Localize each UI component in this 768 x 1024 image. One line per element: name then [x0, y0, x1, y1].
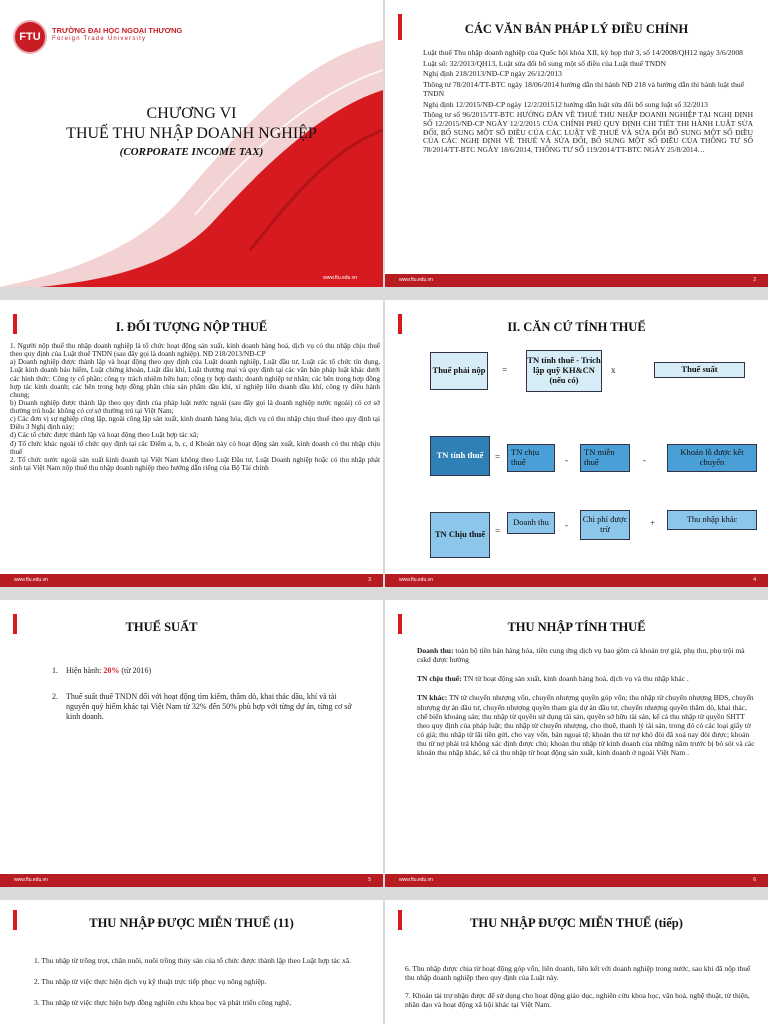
tax-rate-list: [52, 666, 362, 722]
slide-main-title: THUẾ THU NHẬP DOANH NGHIỆP: [66, 125, 317, 142]
operator: -: [565, 520, 568, 530]
slide-7[interactable]: [0, 900, 383, 1024]
slide-footer: [385, 574, 768, 587]
taxable-income-content: [417, 646, 757, 757]
formula-box: TN tính thuế - Trích lập quỹ KH&CN (nếu có): [526, 350, 602, 392]
paragraph: 2. Tổ chức nước ngoài sản xuất kinh doanh tại Việt Nam không theo Luật Đầu tư, Luật Doanh nghiệp hoặc có thu nhập phát sinh tại Việt Nam nộp thuế thu nhập doanh nghiệp theo hướng dẫn riêng của Bộ Tài chính: [10, 455, 380, 472]
slide-2[interactable]: [385, 0, 768, 287]
university-name-en: Foreign Trade University: [52, 36, 147, 42]
slide-1[interactable]: [0, 0, 383, 287]
footer-url: www.ftu.edu.vn: [323, 275, 357, 281]
list-item: 6. Thu nhập được chia từ hoạt động góp vốn, liên doanh, liên kết với doanh nghiệp trong nước, sau khi đã nộp thuế thu nhập doanh nghiệp theo quy định của Luật này.: [405, 964, 751, 982]
slide-footer: [0, 874, 383, 887]
red-wave-decoration: [0, 0, 383, 287]
formula-box: TN Chịu thuế: [430, 512, 490, 558]
paragraph: 1. Người nộp thuế thu nhập doanh nghiệp là tổ chức hoạt động sản xuất, kinh doanh hàng hoá, dịch vụ có thu nhập chịu thuế theo quy định của Luật thuế TNDN (sau đây gọi là doanh nghiệp). NĐ 218/2013/NĐ-CP: [10, 342, 380, 359]
formula-box: Thu nhập khác: [667, 510, 757, 530]
slide-title: THU NHẬP TÍNH THUẾ: [507, 620, 646, 634]
operator: -: [643, 455, 646, 465]
formula-box: Doanh thu: [507, 512, 555, 534]
paragraph: c) Các đơn vị sự nghiệp công lập, ngoài công lập sản xuất, kinh doanh hàng hóa, dịch vụ có thu nhập chịu thuế theo quy định tại Điều 3 Nghị định này;: [10, 415, 380, 432]
footer-url: www.ftu.edu.vn: [399, 277, 433, 283]
tax-rate-item: 1. Hiện hành: 20% (từ 2016): [52, 666, 152, 675]
slide-title: THU NHẬP ĐƯỢC MIỄN THUẾ (tiếp): [470, 916, 683, 930]
page-number: 4: [753, 577, 756, 583]
footer-url: www.ftu.edu.vn: [399, 877, 433, 883]
formula-box: Thuế suất: [654, 362, 745, 378]
term-label: TN khác:: [417, 693, 448, 703]
slide-title: CÁC VĂN BẢN PHÁP LÝ ĐIỀU CHỈNH: [464, 22, 689, 36]
footer-url: www.ftu.edu.vn: [14, 877, 48, 883]
legal-doc-item: Thông tư số 96/2015/TT-BTC HƯỚNG DẪN VỀ THUẾ THU NHẬP DOANH NGHIỆP TẠI NGHỊ ĐỊNH SỐ 12/2015/NĐ-CP NGÀY 12/2/2015 CỦA CHÍNH PHỦ QUY ĐỊNH CHI TIẾT THI HÀNH LUẬT SỬA ĐỔI, BỔ SUNG MỘT SỐ ĐIỀU CỦA CÁC LUẬT VỀ THUẾ VÀ SỬA ĐỔI BỔ SUNG MỘT SỐ ĐIỀU CỦA CÁC NGHỊ ĐỊNH VỀ THUẾ VÀ SỬA ĐỔI, BỔ SUNG MỘT SỐ ĐIỀU CỦA THÔNG TƯ SỐ 78/2014/TT-BTC NGÀY 18/6/2014, THÔNG TƯ SỐ 119/2014/TT-BTC NGÀY 25/8/2014…: [423, 110, 753, 154]
slide-5[interactable]: [0, 600, 383, 887]
operator: +: [650, 518, 656, 528]
tax-rate-item: 2. Thuế suất thuế TNDN đối với hoạt động tìm kiếm, thăm dò, khai thác dầu, khí và tài nguyên quý hiếm khác tại Việt Nam từ 32% đến 50% phù hợp với từng dự án, từng cơ sở kinh doanh.: [52, 692, 362, 722]
slide-footer: [0, 574, 383, 587]
slide-title: THUẾ SUẤT: [125, 620, 198, 634]
slide-title: THU NHẬP ĐƯỢC MIỄN THUẾ (11): [89, 916, 294, 930]
slide-footer: [385, 874, 768, 887]
slide-footer: [385, 274, 768, 287]
footer-url: www.ftu.edu.vn: [399, 577, 433, 583]
term-label: TN chịu thuế:: [417, 674, 462, 684]
university-name: TRƯỜNG ĐẠI HỌC NGOẠI THƯƠNG: [52, 26, 183, 35]
exempt-income-list: [34, 956, 364, 1007]
formula-box: TN tính thuế: [430, 436, 490, 476]
paragraph: d) Các tổ chức được thành lập và hoạt động theo Luật hợp tác xã;: [10, 431, 199, 440]
item-suffix: (từ 2016): [119, 666, 152, 675]
slide-4[interactable]: [385, 300, 768, 587]
current-rate: 20%: [103, 666, 120, 675]
paragraph: b) Doanh nghiệp được thành lập theo quy định của pháp luật nước ngoài (sau đây gọi là doanh nghiệp nước ngoài) có cơ sở thường trú hoặc không có cơ sở thường trú tại Việt Nam;: [10, 398, 380, 415]
page-number: 2: [753, 277, 756, 283]
legal-doc-item: Thông tư 78/2014/TT-BTC ngày 18/06/2014 hướng dẫn thi hành NĐ 218 và hướng dẫn thi hành luật thuế TNDN: [423, 80, 745, 98]
legal-doc-item: Nghị định 218/2013/NĐ-CP ngày 26/12/2013: [423, 69, 562, 79]
formula-box: TN chịu thuế: [507, 444, 555, 472]
operator: =: [502, 365, 508, 375]
slide-8[interactable]: [385, 900, 768, 1024]
page-number: 6: [753, 877, 756, 883]
formula-box: Khoản lỗ được kết chuyển: [667, 444, 757, 472]
slide-subtitle: (CORPORATE INCOME TAX): [119, 146, 264, 158]
paragraph: [417, 646, 757, 664]
page-number: 5: [368, 877, 371, 883]
slide-3[interactable]: [0, 300, 383, 587]
exempt-income-list: [405, 964, 755, 1009]
paragraph: a) Doanh nghiệp được thành lập và hoạt động theo quy định của Luật doanh nghiệp, Luật đầu tư, Luật các tổ chức tín dụng, Luật kinh doanh bảo hiểm, Luật chứng khoán, Luật dầu khí, Luật thương mại và quy định tại các văn bản pháp luật khác dưới các hình thức: Công ty cổ phần; công ty trách nhiệm hữu hạn; công ty hợp danh; doanh nghiệp tư nhân; các bên trong hợp đồng hợp tác kinh doanh; các bên trong hợp đồng phân chia sản phẩm dầu khí, xí nghiệp liên doanh dầu khí, công ty điều hành chung;: [10, 358, 380, 399]
paragraph: [417, 693, 757, 757]
term-text: toàn bộ tiền bán hàng hóa, tiền cung ứng dịch vụ bao gồm cả khoản trợ giá, phụ thu, phụ trội mà cskd được hưởng: [417, 646, 745, 665]
operator: =: [495, 526, 501, 536]
operator: x: [611, 365, 616, 375]
list-item: 7. Khoản tài trợ nhận được để sử dụng cho hoạt động giáo dục, nghiên cứu khoa học, văn hoá, nghệ thuật, từ thiện, nhân đạo và hoạt động xã hội khác tại Việt Nam.: [405, 991, 750, 1009]
page-number: 3: [368, 577, 371, 583]
term-text: TN từ chuyển nhượng vốn, chuyển nhượng quyền góp vốn; thu nhập từ chuyển nhượng BĐS, chuyển nhượng dự án đầu tư, chuyển nhượng quyền tham gia dự án đầu tư, chuyển nhượng quyền thăm dò, khai thác, chế biến khoáng sản; thu nhập từ quyền sử dụng tài sản, quyền sở hữu tài sản, kể cả thu nhập từ quyền SHTT theo quy định của pháp luật; thu nhập từ chuyển nhượng, cho thuê, thanh lý tài sản, trong đó có các loại giấy tờ có giá; thu nhập từ lãi tiền gửi, cho vay vốn, bán ngoại tệ; khoản thu từ nợ khó đòi đã xoá nay đòi được; khoản thu từ nợ phải trả không xác định được chủ; khoản thu nhập từ kinh doanh của những năm trước bị bỏ sót và các khoản thu nhập khác, kể cả thu nhập từ hoạt động sản xuất, kinh doanh ở ngoài Việt Nam .: [417, 693, 755, 758]
item-text: Thuế suất thuế TNDN đối với hoạt động tìm kiếm, thăm dò, khai thác dầu, khí và tài nguyên quý hiếm khác tại Việt Nam từ 32% đến 50% phù hợp với từng dự án, từng cơ sở kinh doanh.: [66, 691, 352, 721]
formula-box: Chi phí được trừ: [580, 510, 630, 540]
slide-6[interactable]: [385, 600, 768, 887]
item-prefix: Hiện hành:: [66, 666, 104, 675]
formula-box: Thuế phải nộp: [430, 352, 488, 390]
footer-url: www.ftu.edu.vn: [14, 577, 48, 583]
slide-title: I. ĐỐI TƯỢNG NỘP THUẾ: [115, 320, 268, 334]
university-logo: FTU: [13, 20, 47, 54]
list-item: 3. Thu nhập từ việc thực hiện hợp đồng nghiên cứu khoa học và phát triển công nghệ,: [34, 998, 292, 1007]
paragraph: đ) Tổ chức khác ngoài tổ chức quy định tại các Điểm a, b, c, d Khoản này có hoạt động sản xuất, kinh doanh có thu nhập chịu thuế: [10, 439, 380, 456]
operator: -: [565, 455, 568, 465]
legal-docs-list: [423, 49, 753, 154]
legal-doc-item: Nghị định 12/2015/NĐ-CP ngày 12/2/201512 hướng dẫn luật sửa đổi bổ sung luật số 32/2013: [423, 99, 708, 109]
legal-doc-item: Luật thuế Thu nhập doanh nghiệp của Quốc hội khóa XII, kỳ họp thứ 3, số 14/2008/QH12 ngày 3/6/2008: [423, 48, 743, 57]
paragraph: [417, 674, 757, 683]
term-text: TN từ hoạt động sản xuất, kinh doanh hàng hoá, dịch vụ và thu nhập khác .: [461, 674, 689, 684]
operator: =: [495, 452, 501, 462]
slide-title: II. CĂN CỨ TÍNH THUẾ: [507, 320, 646, 334]
term-label: Doanh thu:: [417, 646, 454, 655]
formula-box: TN miễn thuế: [580, 444, 630, 472]
list-item: 2. Thu nhập từ việc thực hiện dịch vụ kỹ thuật trực tiếp phục vụ nông nghiệp.: [34, 977, 267, 986]
list-item: 1. Thu nhập từ trồng trọt, chăn nuôi, nuôi trồng thủy sản của tổ chức được thành lập theo Luật hợp tác xã.: [34, 956, 351, 965]
chapter-label: CHƯƠNG VI: [146, 105, 237, 122]
taxpayer-content: [10, 342, 380, 472]
legal-doc-item: Luật số: 32/2013/QH13, Luật sửa đổi bổ sung một số điều của Luật thuế TNDN: [423, 58, 666, 68]
